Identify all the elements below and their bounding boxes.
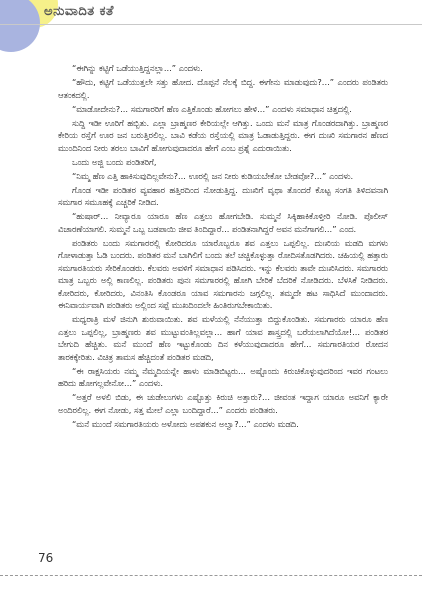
paragraph: “ಅತ್ತರೆ ಅಳಲಿ ಬಿಡು, ಈ ಚುಡೇಲುಗಳು ಎಷ್ಟೊತ್ತು ಕಿರುಚಿ ಅತ್ತಾರು?... ಜೀವಂತ ಇದ್ದಾಗ ಯಾರೂ ಅವನಿಗೆ ಕ್ಯಾರೇ ಅಂದಿರಲಿಲ್ಲ. ಈಗ ನೋಡು, ಸತ್ತ ಮೇಲೆ ಎಲ್ಲಾ ಬಂದಿದ್ದಾರೆ...” ಎಂದರು ಪಂಡಿತರು. bbox=[58, 392, 388, 415]
paragraph: “ಮಾಡೋದೇನು?... ಸಮಗಾರರಿಗೆ ಹೆಣ ಎತ್ತಿಕೊಂಡು ಹೋಗಲು ಹೇಳಿ...” ಎಂದಳು ಸಮಾಧಾನ ಚಿತ್ತದಲ್ಲಿ. bbox=[72, 103, 352, 114]
paragraph: ಮಧ್ಯರಾತ್ರಿ ಮಳೆ ಜಿನುಗಿ ಶುರುವಾಯಿತು. ಶವ ಮಳೆಯಲ್ಲಿ ನೆನೆಯುತ್ತಾ ಬಿದ್ದುಕೊಂಡಿತು. ಸಮಗಾರರು ಯಾರೂ ಹೆಣ ಎತ್ತಲು ಒಪ್ಪಲಿಲ್ಲ, ಬ್ರಾಹ್ಮಣರು ಶವ ಮುಟ್ಟುವಂತಿಲ್ಲವಲ್ಲಾ... ಹಾಗೆ ಯಾವ ಶಾಸ್ತ್ರದಲ್ಲಿ ಬರೆಯಲಾಗಿದೆಯೋ!... ಪಂಡಿತರ ಬೇಗುದಿ ಹೆಚ್ಚಿತು. ಮನೆ ಮುಂದೆ ಹೆಣ ಇಟ್ಟುಕೊಂಡು ದಿನ ಕಳೆಯುವುದಾದರೂ ಹೇಗೆ... ಸಮಗಾರತಿಯರ ರೋದನ ತಾರಕಕ್ಕೇರಿತು. ವಿಚಿತ್ರ ತಾಮಸ ಹೆಚ್ಚಿದಂತೆ ಪಂಡಿತರ ಮಡದಿ, bbox=[58, 314, 388, 362]
footer-divider bbox=[0, 575, 422, 576]
paragraph: “ಹುಷಾರ್... ನೀವ್ಯಾರೂ ಯಾರೂ ಹೆಣ ಎತ್ತಲು ಹೋಗಬೇಡಿ. ಸುಮ್ಮನೆ ಸಿಕ್ಕಿಹಾಕಿಕೊಳ್ತೀರಿ ನೋಡಿ. ಪೊಲೀಸ್ ವಿಚಾರಣೆಯಾಗಲಿ. ಸುಮ್ಮನೆ ಒಬ್ಬ ಬಡಪಾಯಿ ಜೀವ ತಿಂದಿದ್ದಾರೆ... ಪಂಡಿತನಾಗಿದ್ದರೆ ಅವನ ಮನೆಗಾಗಲಿ...” ಎಂದ. bbox=[58, 211, 388, 234]
header-divider bbox=[0, 24, 422, 25]
paragraph: “ಈ ರಾಕ್ಷಸಿಯರು ನಮ್ಮ ನೆಮ್ಮದಿಯನ್ನೇ ಹಾಳು ಮಾಡಿಬಿಟ್ಟರು... ಅಷ್ಟೊಂದು ಕಿರುಚಿಕೊಳ್ಳುವುದರಿಂದ ಇವರ ಗಂಟಲು ಹರಿದು ಹೋಗಲ್ಲವೇನೋ...” ಎಂದಳು. bbox=[58, 365, 388, 388]
paragraph: “ಈಗಿನ್ನು ಕಟ್ಟಿಗೆ ಒಡೆಯುತ್ತಿದ್ದನಲ್ಲಾ...” ಎಂದಳು. bbox=[72, 63, 203, 73]
paragraph: ಸುದ್ದಿ ಇಡೀ ಊರಿಗೆ ಹಬ್ಬಿತು. ಎಲ್ಲಾ ಬ್ರಾಹ್ಮಣರ ಕೇರಿಯಲ್ಲೇ ಆಗಿತ್ತು. ಒಂದು ಮನೆ ಮಾತ್ರ ಗೊಂಡರದಾಗಿತ್ತು. ಬ್ರಾಹ್ಮಣರ ಕೇರಿಯ ರಸ್ತೆಗೆ ಊರ ಜನ ಬರುತ್ತಿರಲಿಲ್ಲ. ಬಾವಿ ಕಡೆಯ ರಸ್ತೆಯಲ್ಲಿ ಮಾತ್ರ ಓಡಾಡುತ್ತಿದ್ದರು. ಈಗ ದುಃಖಿ ಸಮಗಾರನ ಹೆಣದ ಮುಂದಿನಿಂದ ನೀರು ತರಲು ಬಾವಿಗೆ ಹೋಗುವುದಾದರೂ ಹೇಗೆ ಎಂಬ ಪ್ರಶ್ನೆ ಎದುರಾಯಿತು. bbox=[58, 117, 388, 153]
body-text bbox=[58, 62, 388, 432]
paragraph: “ಮನೆ ಮುಂದೆ ಸಮಗಾರತಿಯರು ಅಳೋದು ಅಪಶಕುನ ಅಲ್ವಾ?...” ಎಂದಳು ಮಡದಿ. bbox=[72, 418, 299, 429]
paragraph: “ನಿಮ್ಮ ಹೆಣ ಎತ್ತಿ ಹಾಕಿಸುವುದಿಲ್ಲವೇನು?... ಊರಲ್ಲಿ ಜನ ನೀರು ಕುಡಿಯಬೇಕೋ ಬೇಡವೋ?...” ಎಂದಳು. bbox=[72, 170, 354, 181]
paragraph: ಗೊಂಡ ಇಡೀ ಪಂಡಿತರ ವ್ಯವಹಾರ ಹತ್ತಿರದಿಂದ ನೋಡುತ್ತಿದ್ದ. ದುಃಖಿಗೆ ವೃಥಾ ತೊಂದರೆ ಕೊಟ್ಟ ಸಂಗತಿ ತಿಳಿದವನಾಗಿ ಸಮಗಾರ ಸಮೂಹಕ್ಕೆ ಎಚ್ಚರಿಕೆ ನೀಡಿದ. bbox=[58, 184, 388, 207]
paragraph: ಪಂಡಿತರು ಬಂದು ಸಮಗಾರರಲ್ಲಿ ಕೋರಿದರೂ ಯಾರೊಬ್ಬರೂ ಶವ ಎತ್ತಲು ಒಪ್ಪಲಿಲ್ಲ. ದುಃಖಿಯ ಮಡದಿ ಮಗಳು ಗೋಳಾಡುತ್ತಾ ಓಡಿ ಬಂದರು. ಪಂಡಿತರ ಮನೆ ಬಾಗಿಲಿಗೆ ಬಂದು ತಲೆ ಚಚ್ಚಿಕೊಳ್ಳುತ್ತಾ ರೋದಿಸತೊಡಗಿದರು. ಚಹಿಯಲ್ಲಿ ಹತ್ತಾರು ಸಮಗಾರತಿಯರು ಸೇರಿಕೊಂಡರು. ಕೆಲವರು ಅವಳಿಗೆ ಸಮಾಧಾನ ಪಡಿಸಿದರು. ಇನ್ನು ಕೆಲವರು ತಾವೇ ದುಃಖಿಸಿದರು. ಸಮಗಾರರು ಮಾತ್ರ ಒಬ್ಬರು ಅಲ್ಲಿ ಕಾಣಲಿಲ್ಲ. ಪಂಡಿತರು ಪುನಃ ಸಮಗಾರರಲ್ಲಿ ಹೋಗಿ ಬೇರಿಕೆ ಬೆದರಿಕೆ ನೋಡಿದರು. ಬೆಳಸಿಕೆ ನೀಡಿದರು. ಕೋರಿದರು, ಕೋರಿದರು, ವಿನಂತಿಸಿ ಕೊಂಡರೂ ಯಾವ ಸಮಗಾರನು ಜಗ್ಗಲಿಲ್ಲ. ತಮ್ಮದೇ ಹಟ ಸಾಧಿಸಿದೆ ಮುಂದಾದರು. ಈನಿವಾರ್ಯವಾಗಿ ಪಂಡಿತರು ಅಲ್ಲಿಂದ ಸಪ್ಪೆ ಮುಖದಿಂದಲೇ ಹಿಂತಿರುಗಬೇಕಾಯಿತು. bbox=[58, 237, 388, 310]
decorative-blue-circle bbox=[0, 0, 40, 52]
paragraph: “ಹೌದು, ಕಟ್ಟಿಗೆ ಒಡೆಯುತ್ತಲೇ ಸತ್ತು ಹೋದ. ದೊಪ್ಪನೆ ನೆಲಕ್ಕೆ ಬಿದ್ದ. ಈಗೇನು ಮಾಡುವುದು?...” ಎಂದರು ಪಂಡಿತರು ಆತಂಕದಲ್ಲಿ. bbox=[58, 77, 388, 100]
page-number: 76 bbox=[38, 551, 54, 565]
running-title: ಅನುವಾದಿತ ಕತೆ bbox=[44, 4, 114, 19]
paragraph: ಒಂದು ಅಜ್ಜಿ ಬಂದು ಪಂಡಿತರಿಗೆ, bbox=[72, 156, 157, 167]
